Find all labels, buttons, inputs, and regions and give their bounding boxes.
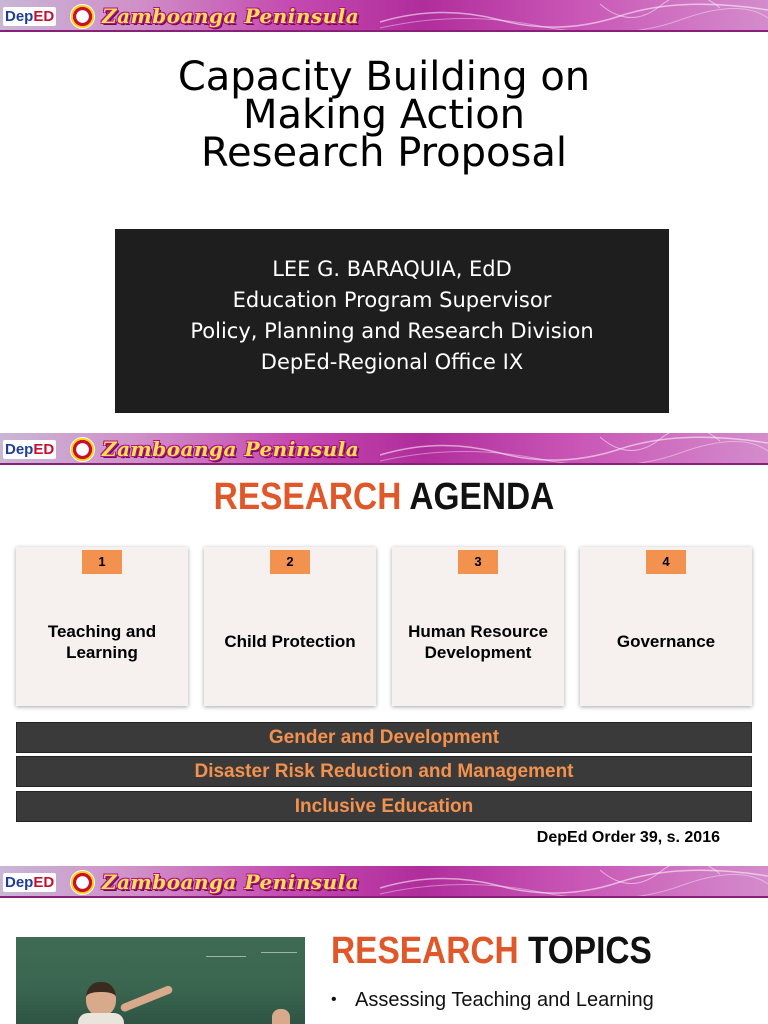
agenda-label: Human Resource Development	[408, 621, 548, 662]
topics-title: RESEARCH TOPICS	[331, 930, 652, 972]
agenda-number-badge: 3	[458, 550, 498, 574]
classroom-photo	[16, 937, 305, 1024]
agenda-label: Child Protection	[224, 632, 356, 651]
deped-logo: DepED	[5, 441, 55, 458]
wave-decoration-icon	[380, 0, 768, 32]
wave-decoration-icon	[380, 866, 768, 898]
region-name: Zamboanga Peninsula	[102, 4, 360, 28]
agenda-number-badge: 2	[270, 550, 310, 574]
presenter-division: Policy, Planning and Research Division	[190, 319, 594, 343]
agenda-card	[392, 547, 564, 706]
agenda-number-badge: 1	[82, 550, 122, 574]
region-name: Zamboanga Peninsula	[102, 437, 360, 461]
seal-icon	[70, 4, 95, 29]
region-name: Zamboanga Peninsula	[102, 870, 360, 894]
seal-icon	[70, 870, 95, 895]
agenda-card	[580, 547, 752, 706]
header-banner	[0, 866, 768, 898]
deped-logo: DepED	[5, 874, 55, 891]
cross-cutting-theme: Disaster Risk Reduction and Management	[16, 756, 752, 787]
agenda-card	[16, 547, 188, 706]
wave-decoration-icon	[380, 433, 768, 465]
slide-title: Capacity Building on Making Action Research Proposal	[177, 54, 591, 176]
agenda-label: Governance	[616, 632, 716, 651]
deped-logo: DepED	[5, 8, 55, 25]
header-banner	[0, 0, 768, 32]
cross-cutting-theme: Gender and Development	[16, 722, 752, 753]
presenter-office: DepEd-Regional Office IX	[260, 350, 524, 374]
presenter-box	[115, 229, 669, 413]
deped-order-reference: DepEd Order 39, s. 2016	[536, 829, 720, 846]
agenda-title: RESEARCH AGENDA	[213, 476, 555, 518]
cross-cutting-theme: Inclusive Education	[16, 791, 752, 822]
agenda-label: Teaching and Learning	[47, 621, 157, 662]
agenda-number-badge: 4	[646, 550, 686, 574]
presenter-position: Education Program Supervisor	[232, 288, 552, 312]
bullet-icon: •	[331, 991, 337, 1008]
seal-icon	[70, 437, 95, 462]
header-banner	[0, 433, 768, 465]
presenter-name: LEE G. BARAQUIA, EdD	[272, 257, 512, 281]
topic-list-item: • Assessing Teaching and Learning	[331, 989, 654, 1011]
agenda-card	[204, 547, 376, 706]
